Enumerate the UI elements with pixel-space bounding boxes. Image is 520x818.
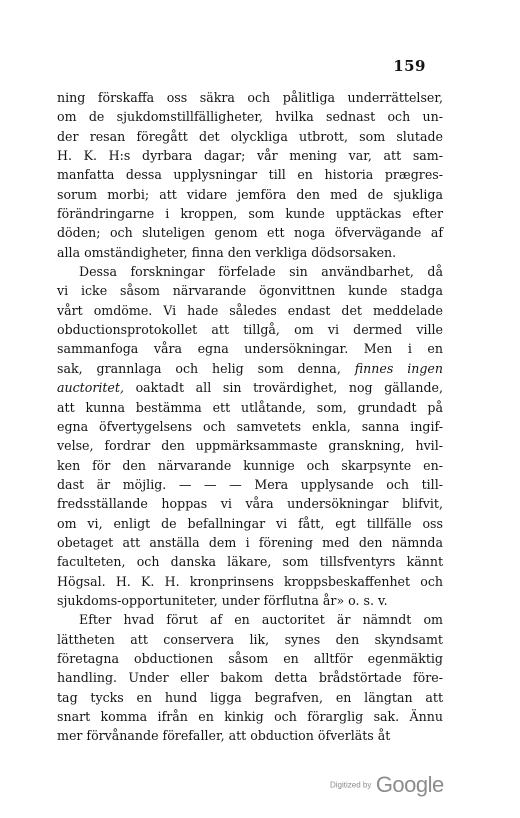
text-line bbox=[57, 88, 443, 107]
text-line bbox=[57, 320, 443, 339]
text-line bbox=[57, 533, 443, 552]
text-segment: H. K. H:s dyrbara dagar; vår mening var, att sam- bbox=[57, 148, 443, 164]
text-segment: manfatta dessa upplysningar till en historia prægres- bbox=[57, 167, 443, 183]
text-line bbox=[57, 107, 443, 126]
page-number: 159 bbox=[393, 57, 426, 75]
text-line bbox=[57, 223, 443, 242]
text-segment: alla omständigheter, finna den verkliga dödsorsaken. bbox=[57, 244, 397, 260]
digitization-watermark bbox=[330, 772, 444, 798]
italic-text-segment: finnes ingen bbox=[354, 360, 443, 376]
text-segment: döden; och sluteligen genom ett noga öfvervägande af bbox=[57, 225, 443, 241]
text-line bbox=[57, 436, 443, 455]
text-segment: sjukdoms-opportuniteter, under förflutna år» o. s. v. bbox=[57, 592, 388, 608]
text-segment: handling. Under eller bakom detta brådstörtade före- bbox=[57, 670, 443, 686]
text-segment: oaktadt all sin trovärdighet, nog gällande, bbox=[123, 380, 443, 396]
text-segment: Högsal. H. K. H. kronprinsens kroppsbeskaffenhet och bbox=[57, 573, 443, 589]
text-line bbox=[57, 668, 443, 687]
text-segment: faculteten, och danska läkare, som tillsfventyrs kännt bbox=[57, 554, 443, 570]
text-line bbox=[57, 185, 443, 204]
text-segment: sorum morbi; att vidare jemföra den med de sjukliga bbox=[57, 186, 443, 202]
text-line bbox=[57, 649, 443, 668]
text-line bbox=[57, 552, 443, 571]
text-line bbox=[57, 572, 443, 591]
text-line bbox=[57, 301, 443, 320]
text-line bbox=[57, 281, 443, 300]
text-segment: snart komma ifrån en kinkig och förarglig sak. Ännu bbox=[57, 709, 443, 724]
text-line bbox=[57, 726, 443, 745]
text-segment: velse, fordrar den uppmärksammaste granskning, hvil- bbox=[57, 438, 443, 454]
google-logo: Google bbox=[375, 772, 444, 797]
text-line bbox=[57, 514, 443, 533]
text-segment: egna öfvertygelsens och samvetets enkla, sanna ingif- bbox=[57, 418, 443, 434]
text-line bbox=[57, 378, 443, 397]
text-line bbox=[57, 243, 443, 262]
text-line bbox=[57, 262, 443, 281]
text-line bbox=[57, 591, 443, 610]
text-segment: Dessa forskningar förfelade sin användbarhet, då bbox=[79, 264, 443, 280]
text-line bbox=[57, 494, 443, 513]
text-segment: om de sjukdomstillfälligheter, hvilka sednast och un- bbox=[57, 109, 443, 125]
text-segment: obductionsprotokollet att tillgå, om vi dermed ville bbox=[57, 322, 443, 338]
text-line bbox=[57, 359, 443, 378]
text-line bbox=[57, 456, 443, 475]
text-line bbox=[57, 339, 443, 358]
text-segment: obetaget att anställa dem i förening med den nämnda bbox=[57, 534, 443, 550]
text-segment: sammanfoga våra egna undersökningar. Men i en bbox=[57, 341, 443, 357]
text-segment: vårt omdöme. Vi hade således endast det meddelade bbox=[57, 302, 443, 318]
text-segment: förändringarne i kroppen, som kunde upptäckas efter bbox=[57, 206, 443, 222]
text-segment: Efter hvad förut af en auctoritet är nämndt om bbox=[79, 612, 443, 628]
text-segment: tag tycks en hund ligga begrafven, en längtan att bbox=[57, 689, 443, 705]
text-segment: att kunna bestämma ett utlåtande, som, grundadt på bbox=[57, 399, 443, 415]
text-segment: mer förvånande förefaller, att obduction öfverläts åt bbox=[57, 728, 391, 744]
text-segment: ken för den närvarande kunnige och skarpsynte en- bbox=[57, 457, 443, 473]
text-line bbox=[57, 707, 443, 726]
text-segment: ning förskaffa oss säkra och pålitliga underrättelser, bbox=[57, 90, 443, 105]
text-line bbox=[57, 398, 443, 417]
text-line bbox=[57, 127, 443, 146]
text-segment: der resan föregått det olyckliga utbrott, som slutade bbox=[57, 128, 443, 144]
text-line bbox=[57, 204, 443, 223]
text-segment: fredsställande hoppas vi våra undersökningar blifvit, bbox=[57, 496, 443, 512]
watermark-prefix: Digitized by bbox=[330, 780, 372, 790]
text-line bbox=[57, 165, 443, 184]
text-line bbox=[57, 688, 443, 707]
text-line bbox=[57, 630, 443, 649]
text-line bbox=[57, 417, 443, 436]
text-line bbox=[57, 475, 443, 494]
text-segment: vi icke såsom närvarande ögonvittnen kunde stadga bbox=[57, 283, 443, 299]
body-text bbox=[57, 88, 443, 746]
text-line bbox=[57, 610, 443, 629]
text-segment: om vi, enligt de befallningar vi fått, egt tillfälle oss bbox=[57, 515, 443, 531]
text-segment: företagna obductionen såsom en alltför egenmäktig bbox=[57, 650, 443, 666]
text-segment: lättheten att conservera lik, synes den skyndsamt bbox=[57, 631, 443, 647]
text-segment: dast är möjlig. — — — Mera upplysande och till- bbox=[57, 476, 443, 492]
text-line bbox=[57, 146, 443, 165]
text-segment: sak, grannlaga och helig som denna, bbox=[57, 360, 355, 376]
italic-text-segment: auctoritet, bbox=[57, 380, 124, 396]
